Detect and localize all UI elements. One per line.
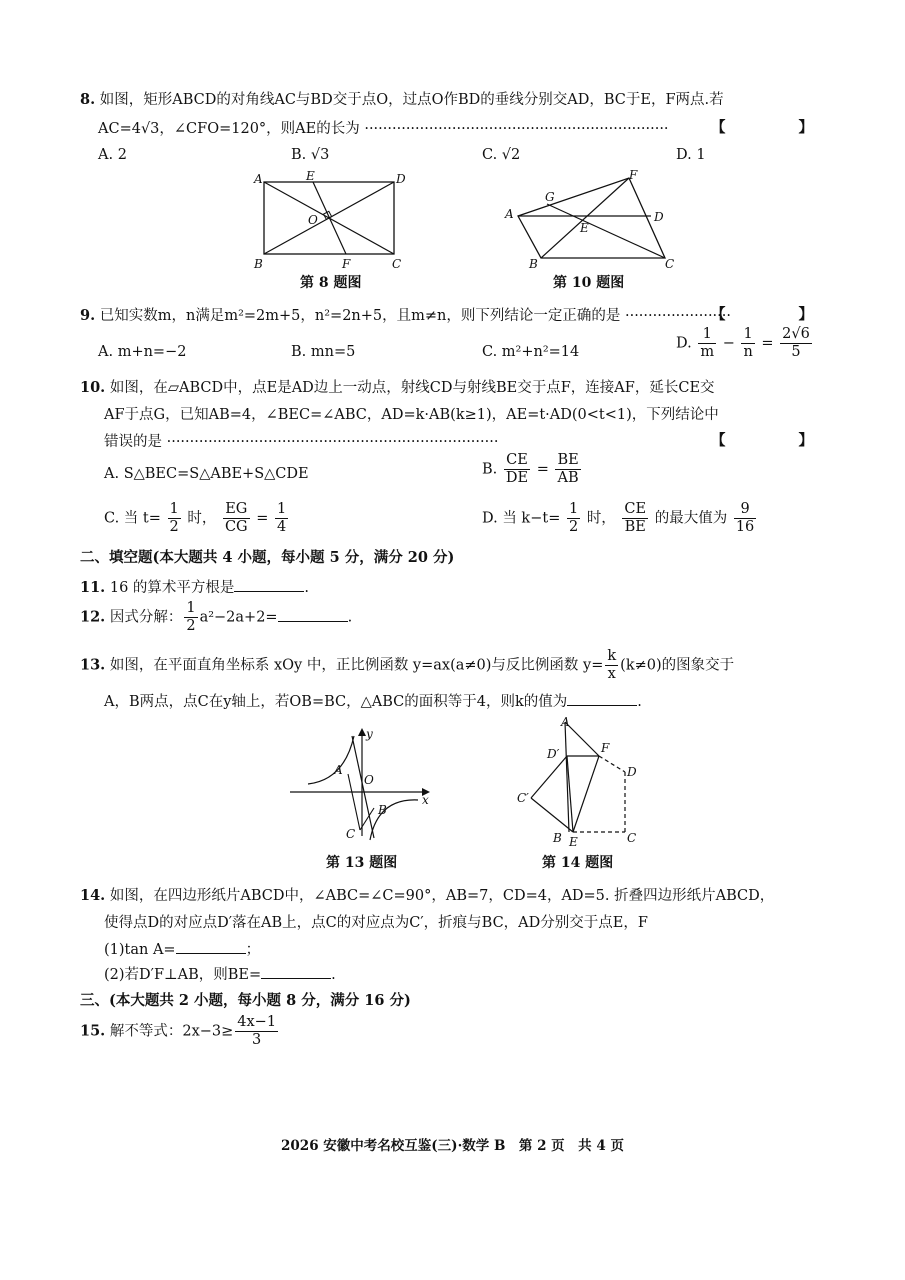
fig14-caption: 第 14 题图 [542,855,614,871]
fraction [275,501,288,536]
equals-sign: = [761,335,774,352]
fig14-label-d-prime: D′ [547,747,560,761]
frac-num: 1 [169,501,179,517]
period: . [637,694,642,710]
answer-bracket: 【 】 [710,432,847,449]
fig14-label-c: C [627,831,637,845]
q8-stem-line2: AC=4√3，∠CFO=120°，则AE的长为 [98,121,360,137]
q9-line1 [80,304,731,325]
q14-number: 14. [80,887,106,904]
frac-den: BE [624,519,646,535]
q10-option-b [482,452,583,487]
frac-den: 2 [169,519,179,535]
q8-number: 8. [80,91,96,108]
page-footer: 2026 安徽中考名校互鉴(三)·数学 B 第 2 页 共 4 页 [281,1138,624,1154]
fig8-label-f: F [342,257,351,271]
fig10-label-d: D [654,210,664,224]
q8-line1 [80,88,724,109]
fraction [223,501,250,536]
q10-option-c [104,501,290,536]
frac-num: k [607,648,617,664]
q12-prefix: 因式分解： [109,609,183,626]
q13-line2 [104,690,642,711]
figure-13 [290,726,440,846]
answer-bracket: 【 】 [710,306,847,323]
fig10-label-e: E [580,221,589,235]
answer-blank[interactable] [176,939,246,954]
q10-option-d-mid: 时， [586,510,616,527]
q13-line1 [80,648,734,683]
frac-num: 1 [186,600,196,616]
fig14-label-f: F [601,741,610,755]
fig10-caption: 第 10 题图 [553,275,625,291]
fraction [184,600,197,635]
fraction [698,326,716,361]
fig13-label-b: B [378,803,387,817]
q10-option-d [482,501,758,536]
frac-den: 2 [568,519,579,535]
frac-num: 9 [734,501,756,519]
frac-den: 4 [277,519,287,535]
fig8-label-e: E [306,169,315,183]
fraction [622,501,648,536]
q10-line2: AF于点G，已知AB=4，∠BEC=∠ABC，AD=k·AB(k≥1)，AE=t·AD(0<t<1)，下列结论中 [104,407,719,423]
leader-dots: ······················· [624,308,731,324]
answer-blank[interactable] [278,607,348,622]
frac-num: 2√6 [782,326,810,342]
q10-option-c-prefix: C. 当 t= [104,510,161,527]
fraction [555,452,580,487]
fig13-label-o: O [364,773,374,787]
period: . [331,967,336,983]
frac-den: x [607,666,616,682]
q14-sub1 [104,938,260,959]
frac-den: 5 [791,344,801,360]
equals-sign: = [536,461,549,478]
frac-num: 1 [277,501,287,517]
frac-den: 2 [186,618,196,634]
q15-prefix: 解不等式：2x−3≥ [109,1023,234,1040]
q10-line3 [104,430,498,451]
frac-num: 1 [698,326,716,344]
q12 [80,600,352,635]
q11-stem: 16 的算术平方根是 [109,580,235,596]
q14-sub2 [104,963,336,984]
frac-num: 1 [741,326,754,344]
q14-line2: 使得点D的对应点D′落在AB上，点C的对应点为C′，折痕与BC，AD分别交于点E，F [104,915,648,931]
fig14-label-a: A [561,715,570,729]
period: . [304,580,310,596]
frac-den: DE [505,470,529,486]
q14-line1 [80,884,774,905]
q10-option-a: A. S△BEC=S△ABE+S△CDE [104,466,309,482]
q14-sub2-text: (2)若D′F⊥AB，则BE= [104,967,262,983]
frac-num: CE [504,452,530,470]
frac-num: BE [557,452,579,468]
fig8-label-d: D [396,172,406,186]
frac-den: 16 [735,519,755,535]
semicolon: ； [245,942,261,958]
q9-option-b: B. mn=5 [291,344,356,360]
q13-stem-a: 如图，在平面直角坐标系 xOy 中，正比例函数 y=ax(a≠0)与反比例函数 y= [109,657,604,674]
fraction [567,501,580,536]
q10-option-d-tail: 的最大值为 [654,510,728,527]
fig13-label-c: C [346,827,356,841]
q11-number: 11. [80,579,106,596]
fig10-label-b: B [529,257,538,271]
fig10-label-c: C [665,257,675,271]
q11 [80,576,309,597]
q15 [80,1014,280,1049]
fig14-label-d: D [627,765,637,779]
fig13-label-x: x [422,793,429,807]
q14-stem-line1: 如图，在四边形纸片ABCD中，∠ABC=∠C=90°，AB=7，CD=4，AD=5. 折叠四边形纸片ABCD， [109,888,775,904]
q8-line2 [98,117,669,138]
q9-option-c: C. m²+n²=14 [482,344,580,360]
answer-bracket: 【 】 [710,119,847,136]
q12-expression: a²−2a+2= [199,609,278,626]
fig14-label-e: E [569,835,578,849]
q13-stem-b: (k≠0)的图象交于 [620,657,735,674]
q8-option-d: D. 1 [676,147,706,163]
figure-10 [505,170,685,270]
q9-option-a: A. m+n=−2 [98,344,187,360]
q10-option-b-prefix: B. [482,461,498,478]
fig8-label-a: A [254,172,263,186]
equals-sign: = [256,510,269,527]
q9-option-d-prefix: D. [676,335,692,352]
q10-option-d-prefix: D. 当 k−t= [482,510,561,527]
answer-blank[interactable] [234,577,304,592]
fig8-caption: 第 8 题图 [300,275,362,291]
figure-14 [515,715,655,849]
q10-stem-line1: 如图，在▱ABCD中，点E是AD边上一动点，射线CD与射线BE交于点F，连接AF，延长CE交 [109,380,715,396]
section-2-heading: 二、填空题(本大题共 4 小题，每小题 5 分，满分 20 分) [80,549,455,566]
q10-number: 10. [80,379,106,396]
q8-stem-line1: 如图，矩形ABCD的对角线AC与BD交于点O，过点O作BD的垂线分别交AD，BC于E，F两点.若 [99,92,724,108]
q12-number: 12. [80,608,106,626]
frac-num: 1 [568,501,579,517]
frac-den: m [700,344,715,360]
fraction [235,1014,278,1049]
q13-stem-line2: A，B两点，点C在y轴上，若OB=BC，△ABC的面积等于4，则k的值为 [104,694,568,710]
fig8-label-c: C [392,257,402,271]
q8-option-c: C. √2 [482,147,521,163]
q10-line1 [80,376,715,397]
frac-num: CE [624,501,647,517]
frac-den: n [743,344,753,360]
fraction [168,501,181,536]
q8-option-a: A. 2 [98,147,127,163]
q10-stem-line3: 错误的是 [104,434,162,450]
frac-num: 4x−1 [237,1014,277,1030]
q15-number: 15. [80,1022,106,1040]
fig10-label-f: F [629,168,638,182]
fig10-label-a: A [505,207,514,221]
q9-stem: 已知实数m，n满足m²=2m+5，n²=2n+5，且m≠n，则下列结论一定正确的是 [99,308,621,324]
minus-sign: − [722,335,735,352]
leader-dots: ········································································ [166,434,499,450]
section-3-heading: 三、(本大题共 2 小题，每小题 8 分，满分 16 分) [80,992,411,1009]
fig10-label-g: G [545,190,555,204]
answer-blank[interactable] [567,691,637,706]
figure-8 [250,169,420,272]
period: . [347,609,353,626]
fig14-label-c-prime: C′ [517,791,529,805]
q10-option-c-mid: 时， [187,510,217,527]
fraction [780,326,812,361]
fig13-label-a: A [334,763,343,777]
frac-den: 3 [252,1032,262,1048]
q9-option-d [676,326,814,361]
frac-den: AB [557,470,579,486]
leader-dots: ·································································· [364,121,669,137]
frac-den: CG [224,519,248,535]
fig8-label-b: B [254,257,263,271]
fraction [734,501,756,536]
answer-blank[interactable] [261,964,331,979]
q9-number: 9. [80,307,96,324]
fig8-label-o: O [308,213,318,227]
fig13-label-y: y [366,727,373,741]
fig13-caption: 第 13 题图 [326,855,398,871]
fig14-label-b: B [553,831,562,845]
fraction [741,326,754,361]
q13-number: 13. [80,656,106,674]
fraction [504,452,530,487]
frac-num: EG [223,501,250,519]
q8-option-b: B. √3 [291,147,330,163]
fraction [605,648,618,683]
q14-sub1-text: (1)tan A= [104,942,176,958]
